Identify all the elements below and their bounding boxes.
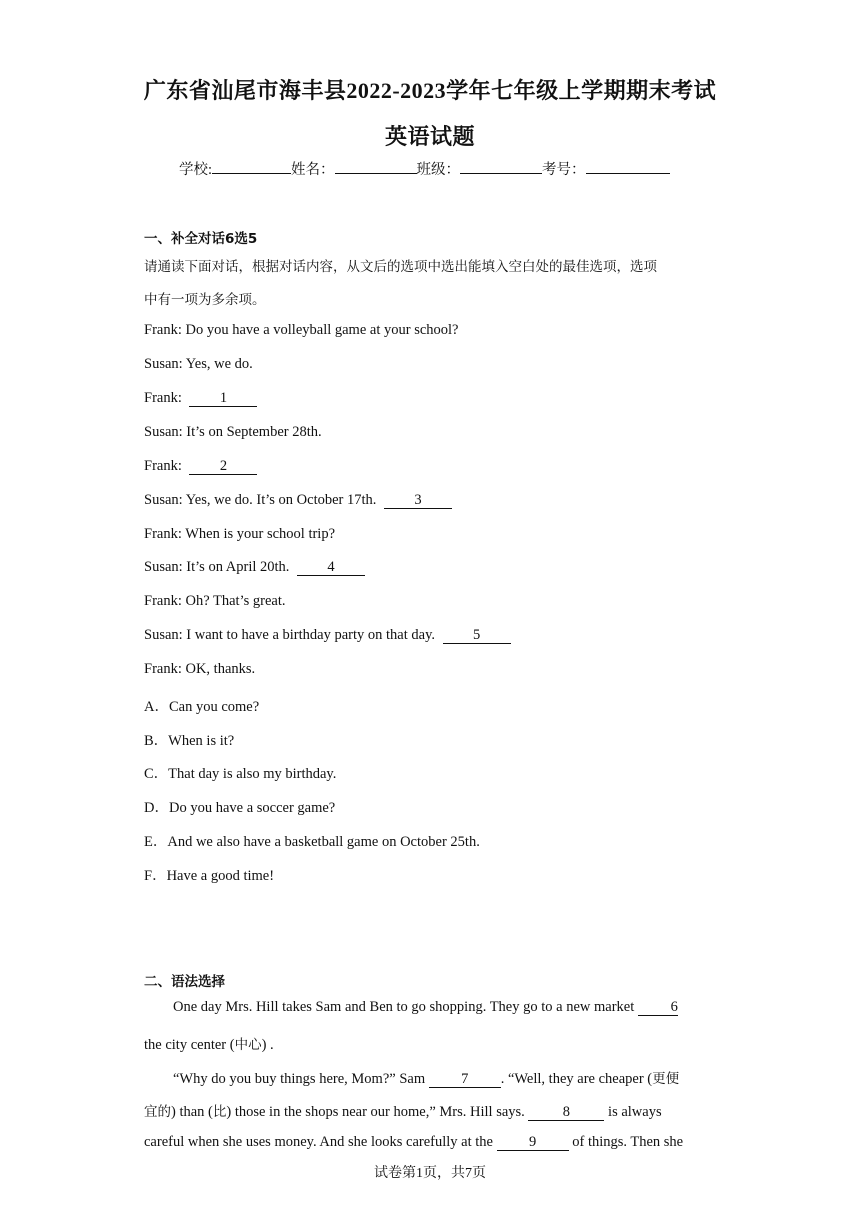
passage-line: careful when she uses money. And she looks carefully at the 9 of things. Then she — [144, 1134, 684, 1150]
answer-blank-5[interactable]: 5 — [443, 628, 511, 644]
answer-blank-2[interactable]: 2 — [189, 459, 257, 475]
section2-heading: 二、语法选择 — [144, 974, 225, 990]
dialogue-line: Susan: Yes, we do. — [144, 356, 253, 372]
dialogue-line: Frank: OK, thanks. — [144, 661, 256, 677]
document-title-line2: 英语试题 — [384, 124, 475, 149]
option-e: E．And we also have a basketball game on October 25th. — [144, 834, 480, 850]
answer-blank-6[interactable]: 6 — [638, 1000, 678, 1016]
school-label: 学校: — [179, 162, 213, 178]
document-title-line1: 广东省汕尾市海丰县2022-2023学年七年级上学期期末考试 — [143, 78, 717, 103]
option-c: C．That day is also my birthday. — [144, 766, 337, 782]
page-number: 试卷第1页，共7页 — [374, 1166, 486, 1181]
dialogue-line: Susan: It’s on April 20th. 4 — [144, 559, 365, 576]
dialogue-line: Frank: 1 — [144, 390, 257, 407]
dialogue-line: Frank: Do you have a volleyball game at your school? — [144, 322, 459, 338]
dialogue-line: Susan: I want to have a birthday party on that day. 5 — [144, 627, 511, 644]
dialogue-line: Frank: 2 — [144, 458, 257, 475]
name-blank[interactable] — [335, 159, 417, 174]
dialogue-line: Susan: Yes, we do. It’s on October 17th. 3 — [144, 492, 452, 509]
student-info-line — [179, 158, 670, 179]
option-d: D．Do you have a soccer game? — [144, 800, 336, 816]
answer-blank-4[interactable]: 4 — [297, 560, 365, 576]
answer-blank-3[interactable]: 3 — [384, 493, 452, 509]
section1-heading: 一、补全对话6选5 — [144, 231, 258, 247]
dialogue-line: Frank: Oh? That’s great. — [144, 593, 286, 609]
section1-instruction-line1: 请通读下面对话，根据对话内容，从文后的选项中选出能填入空白处的最佳选项，选项 — [144, 259, 657, 275]
passage-line: 宜的) than (比) those in the shops near our home,” Mrs. Hill says. 8 is always — [144, 1104, 662, 1120]
class-label: 班级： — [416, 162, 461, 178]
option-b: B．When is it? — [144, 733, 235, 749]
passage-line: “Why do you buy things here, Mom?” Sam 7 . “Well, they are cheaper (更便 — [173, 1071, 680, 1087]
option-f: F．Have a good time! — [144, 868, 275, 884]
school-blank[interactable] — [212, 159, 291, 174]
answer-blank-9[interactable]: 9 — [497, 1135, 569, 1151]
dialogue-line: Frank: When is your school trip? — [144, 526, 336, 542]
option-a: A．Can you come? — [144, 699, 260, 715]
answer-blank-7[interactable]: 7 — [429, 1072, 501, 1088]
passage-line: the city center (中心) . — [144, 1037, 274, 1053]
id-blank[interactable] — [586, 159, 670, 174]
id-label: 考号： — [542, 162, 586, 178]
passage-line: One day Mrs. Hill takes Sam and Ben to go shopping. They go to a new market 6 — [173, 999, 678, 1015]
class-blank[interactable] — [460, 159, 542, 174]
answer-blank-8[interactable]: 8 — [528, 1105, 604, 1121]
dialogue-line: Susan: It’s on September 28th. — [144, 424, 322, 440]
answer-blank-1[interactable]: 1 — [189, 391, 257, 407]
section1-instruction-line2: 中有一项为多余项。 — [144, 292, 266, 308]
name-label: 姓名： — [291, 162, 335, 178]
